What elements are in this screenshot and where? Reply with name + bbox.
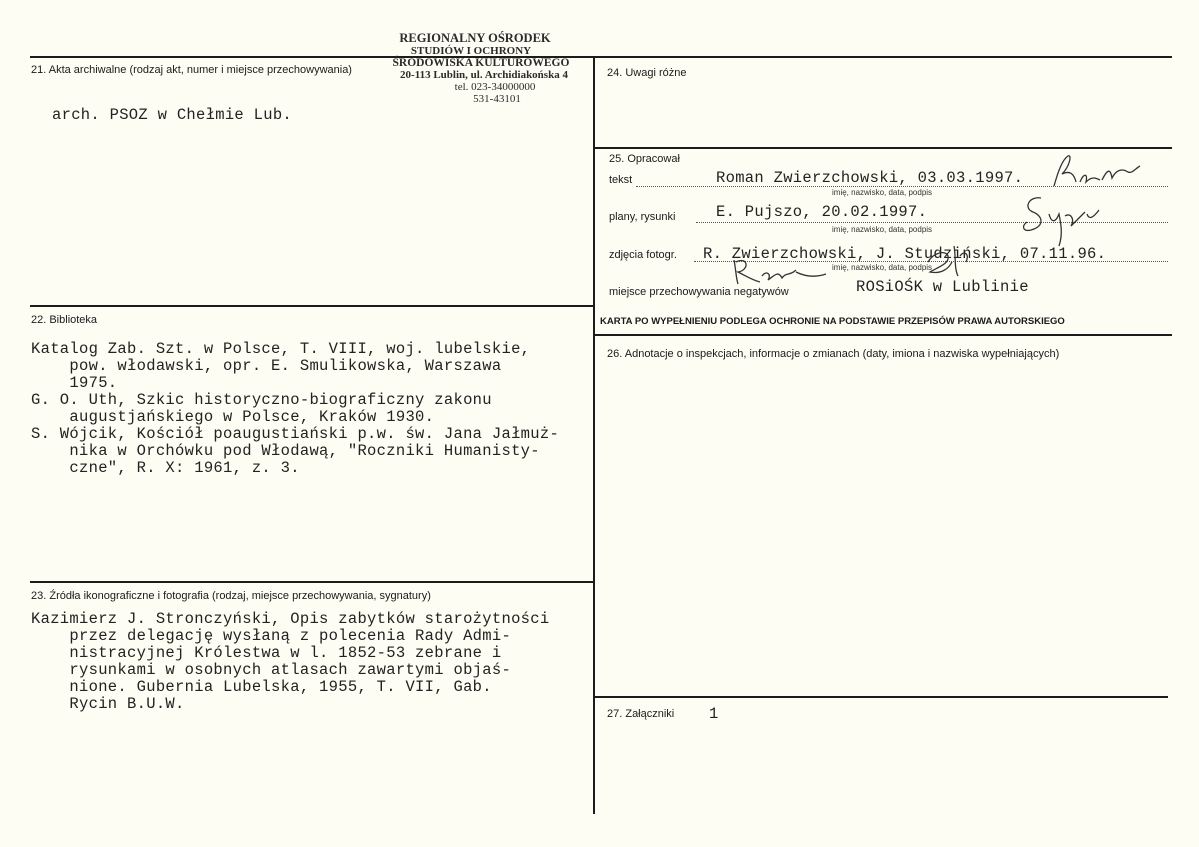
stamp-line-3: ŚRODOWISKA KULTUROWEGO <box>392 57 570 69</box>
s27-label: 27. Załączniki <box>607 708 675 720</box>
signature-photographer-1 <box>730 250 830 290</box>
stamp-line-5: tel. 023-34000000 <box>454 81 536 93</box>
stamp-line-6: 531-43101 <box>473 93 521 105</box>
rule-25-26 <box>594 334 1172 336</box>
copyright-notice: KARTA PO WYPEŁNIENIU PODLEGA OCHRONIE NA PODSTAWIE PRZEPISÓW PRAWA AUTORSKIEGO <box>600 316 1065 327</box>
s21-text: arch. PSOZ w Chełmie Lub. <box>52 106 293 124</box>
s21-label: 21. Akta archiwalne (rodzaj akt, numer i miejsce przechowywania) <box>31 64 352 76</box>
stamp-line-2: STUDIÓW I OCHRONY <box>410 45 532 57</box>
tekst-label: tekst <box>609 174 633 186</box>
tekst-value: Roman Zwierzchowski, 03.03.1997. <box>716 169 1024 187</box>
negatives-value: ROSiOŚK w Lublinie <box>856 278 1029 296</box>
s22-text: Katalog Zab. Szt. w Polsce, T. VIII, woj. lubelskie, pow. włodawski, opr. E. Smulikowska, Warszawa 1975. G. O. Uth, Szkic historyczno-biograficzny zakonu augustjańskiego w Polsce, Kraków 1930. S. Wójcik, Kościół poaugustiański p.w. św. Jana Jałmuż- nika w Orchówku pod Włodawą, "Roczniki Humanisty- czne", R. X: 1961, z. 3. <box>31 340 560 477</box>
rule-21-22 <box>30 305 594 307</box>
stamp-line-4: 20-113 Lublin, ul. Archidiakońska 4 <box>400 69 568 81</box>
zdjecia-value: R. Zwierzchowski, J. Studziński, 07.11.96. <box>703 245 1107 263</box>
zdjecia-caption: imię, nazwisko, data, podpis <box>832 263 933 272</box>
stamp-line-1: REGIONALNY OŚRODEK <box>399 31 551 45</box>
rule-26-27 <box>594 696 1168 698</box>
top-rule <box>30 56 1172 58</box>
s26-label: 26. Adnotacje o inspekcjach, informacje o zmianach (daty, imiona i nazwiska wypełniających) <box>607 348 1060 360</box>
signature-text-author <box>1040 152 1150 192</box>
institution-stamp <box>355 32 595 105</box>
s23-text: Kazimierz J. Stronczyński, Opis zabytków starożytności przez delegację wysłaną z polecenia Rady Admi- nistracyjnej Królestwa w l. 1852-53 zebrane i rysunkami w osobnych atlasach zawartymi objaś- nione. Gubernia Lubelska, 1955, T. VII, Gab. Rycin B.U.W. <box>31 610 550 713</box>
negatives-label: miejsce przechowywania negatywów <box>609 286 789 298</box>
rule-24-25 <box>594 147 1172 149</box>
zdjecia-label: zdjęcia fotogr. <box>609 249 677 261</box>
signature-plans-author <box>1015 190 1105 250</box>
s22-label: 22. Biblioteka <box>31 314 98 326</box>
s27-value: 1 <box>709 705 719 723</box>
tekst-caption: imię, nazwisko, data, podpis <box>832 188 933 197</box>
signature-photographer-2 <box>918 242 978 282</box>
plany-value: E. Pujszo, 20.02.1997. <box>716 203 928 221</box>
s24-label: 24. Uwagi różne <box>607 67 687 79</box>
left-column-divider <box>593 58 595 814</box>
rule-22-23 <box>30 581 594 583</box>
s23-label: 23. Źródła ikonograficzne i fotografia (rodzaj, miejsce przechowywania, sygnatury) <box>31 590 431 602</box>
plany-label: plany, rysunki <box>609 211 676 223</box>
plany-caption: imię, nazwisko, data, podpis <box>832 225 933 234</box>
s25-label: 25. Opracował <box>609 153 680 165</box>
